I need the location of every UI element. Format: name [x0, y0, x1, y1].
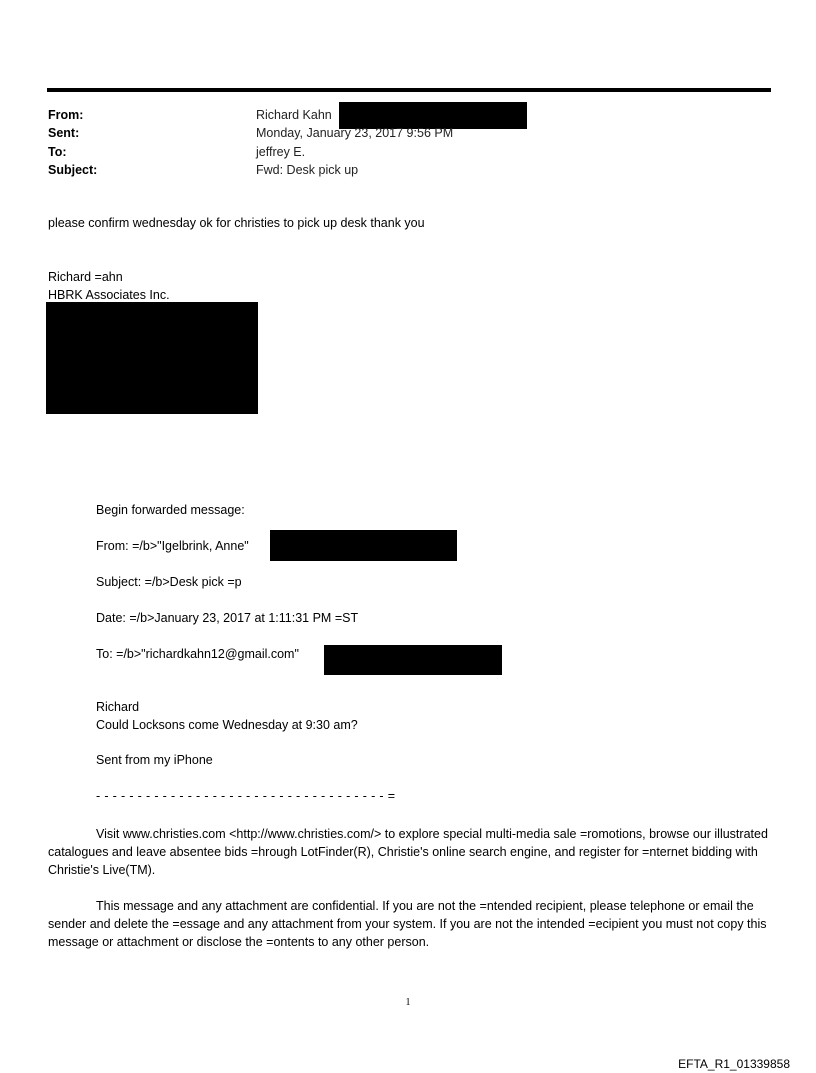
forward-begin: Begin forwarded message:: [96, 503, 245, 517]
forward-greeting: Richard: [96, 700, 140, 714]
visit-text: Visit www.christies.com <http://www.christies.com/> to explore special multi-media sale =romotions, browse our illustrated catalogues and leave absentee bids =hrough LotFinder(R), Christie's online search engine, and register for =nternet bidding with Christie's Live(TM).: [48, 827, 768, 877]
header-rule: [47, 88, 771, 92]
visit-paragraph: [48, 825, 772, 879]
redaction-box: [270, 530, 457, 561]
subject-label: Subject:: [48, 163, 98, 177]
sent-label: Sent:: [48, 126, 80, 140]
forward-sent-from: Sent from my iPhone: [96, 753, 213, 767]
intro-text: please confirm wednesday ok for christies to pick up desk thank you: [48, 216, 425, 230]
confidential-paragraph: [48, 897, 772, 951]
to-label: To:: [48, 145, 67, 159]
page-number: 1: [405, 997, 411, 1008]
forward-from: From: =/b>"Igelbrink, Anne": [96, 539, 249, 553]
redaction-box: [324, 645, 502, 675]
to-value: jeffrey E.: [256, 145, 306, 159]
forward-question: Could Locksons come Wednesday at 9:30 am?: [96, 718, 358, 732]
confidential-text: This message and any attachment are confidential. If you are not the =ntended recipient, please telephone or email the sender and delete the =essage and any attachment from your system. If you are not the intended =ecipient you must not copy this message or attachment or disclose the =ontents to any other person.: [48, 899, 767, 949]
forward-date: Date: =/b>January 23, 2017 at 1:11:31 PM =ST: [96, 611, 359, 625]
sent-value: Monday, January 23, 2017 9:56 PM: [256, 126, 454, 140]
forward-subject: Subject: =/b>Desk pick =p: [96, 575, 242, 589]
signature-name: Richard =ahn: [48, 270, 123, 284]
signature-company: HBRK Associates Inc.: [48, 288, 170, 302]
forward-to: To: =/b>"richardkahn12@gmail.com": [96, 647, 299, 661]
bates-number: EFTA_R1_01339858: [678, 1057, 790, 1071]
redaction-block: [46, 302, 258, 414]
subject-value: Fwd: Desk pick up: [256, 163, 359, 177]
from-label: From:: [48, 108, 84, 122]
redaction-box: [339, 102, 527, 129]
from-value: Richard Kahn: [256, 108, 332, 122]
separator-line: - - - - - - - - - - - - - - - - - - - - - - - - - - - - - - - - - - - =: [96, 789, 396, 803]
